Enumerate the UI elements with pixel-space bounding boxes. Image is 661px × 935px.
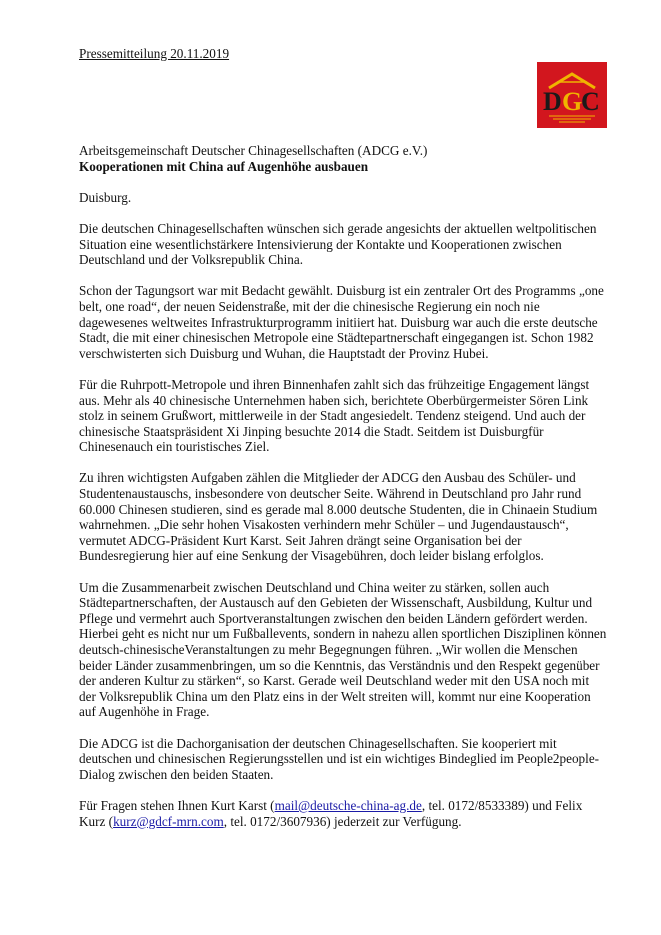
contact-text-2: , tel. 0172/8533389) und Felix Kurz (: [79, 797, 583, 829]
svg-text:D: D: [543, 87, 562, 116]
location-line: Duisburg.: [79, 189, 132, 205]
press-release-date: Pressemitteilung 20.11.2019: [79, 46, 230, 61]
paragraph-austausch: Zu ihren wichtigsten Aufgaben zählen die Mitglieder der ADCG den Ausbau des Schüler- und Studentenaustauschs, insbesondere von deutscher Seite. Während in Deutschland pro Jahr rund 60.000 Chinesen studieren, sind es gerade mal 8.000 deutsche Studenten, die in Chinaein Studium wahrnehmen. „Die sehr hohen Visakosten verhindern mehr Schüler – und Jugendaustausch“, vermutet ADCG-Präsident Kurt Karst. Seit Jahren drängt seine Organisation bei der Bundesregierung hier auf eine Senkung der Visagebühren, doch leider bislang erfolglos.: [79, 470, 598, 564]
dgc-logo-graphic: [537, 62, 607, 128]
paragraph-ruhrpott: Für die Ruhrpott-Metropole und ihren Binnenhafen zahlt sich das frühzeitige Engagement längst aus. Mehr als 40 chinesische Unternehmen haben sich, berichtete Oberbürgermeister Sören Link stolz in seinem Grußwort, mittlerweile in der Stadt angesiedelt. Tendenz steigend. Und auch der chinesische Staatspräsident Xi Jinping besuchte 2014 die Stadt. Seitdem ist Duisburgfür Chinesenauch ein touristisches Ziel.: [79, 376, 590, 455]
headline: Kooperationen mit China auf Augenhöhe ausbauen: [79, 158, 369, 174]
paragraph-zusammenarbeit: Um die Zusammenarbeit zwischen Deutschland und China weiter zu stärken, sollen auch Städtepartnerschaften, der Austausch auf den Gebieten der Wissenschaft, Ausbildung, Kultur und Pflege und vermehrt auch Sportveranstaltungen zwischen den beiden Ländern gefördert werden. Hierbei geht es nicht nur um Fußballevents, sondern in nahezu allen sportlichen Disziplinen können deutsch-chinesischeVeranstaltungen zu mehr Begegnungen führen. „Wir wollen die Menschen beider Länder zusammenbringen, um so die Kenntnis, das Verständnis und den Respekt gegenüber der anderen Kultur zu stärken“, so Karst. Gerade weil Deutschland weder mit den USA noch mit der Volksrepublik China um den Platz eins in der Welt streiten will, kommt nur eine Kooperation auf Augenhöhe in Frage.: [79, 579, 607, 720]
paragraph-tagungsort: Schon der Tagungsort war mit Bedacht gewählt. Duisburg ist ein zentraler Ort des Programms „one belt, one road“, der neuen Seidenstraße, mit der die chinesische Regierung ein noch nie dagewesenes weltweites Infrastrukturprogramm initiiert hat. Duisburg war auch die erste deutsche Stadt, die mit einer chinesischen Metropole eine Städtepartnerschaft eingegangen ist. Schon 1982 verschwisterten sich Duisburg und Wuhan, die Hauptstadt der Provinz Hubei.: [79, 283, 604, 361]
paragraph-dachorganisation: Die ADCG ist die Dachorganisation der deutschen Chinagesellschaften. Sie kooperiert mit deutschen und chinesischen Regierungsstellen und ist ein wichtiges Bindeglied im People2people-Dialog zwischen den beiden Staaten.: [79, 735, 600, 782]
email-link-kurz[interactable]: kurz@gdcf-mrn.com: [113, 813, 224, 829]
svg-text:C: C: [581, 87, 600, 116]
press-release-body: [79, 143, 609, 845]
contact-text-3: , tel. 0172/3607936) jederzeit zur Verfügung.: [223, 813, 462, 829]
contact-text-1: Für Fragen stehen Ihnen Kurt Karst (: [79, 797, 275, 813]
paragraph-intro: Die deutschen Chinagesellschaften wünschen sich gerade angesichts der aktuellen weltpolitischen Situation eine wesentlichstärkere Intensivierung der Kontakte und Kooperationen zwischen Deutschland und der Volksrepublik China.: [79, 220, 597, 268]
organization-line: Arbeitsgemeinschaft Deutscher Chinagesellschaften (ADCG e.V.): [79, 143, 428, 158]
email-link-karst[interactable]: mail@deutsche-china-ag.de: [274, 797, 422, 813]
svg-text:G: G: [562, 87, 583, 116]
dgc-logo: [537, 62, 607, 128]
contact-paragraph: [79, 798, 609, 829]
